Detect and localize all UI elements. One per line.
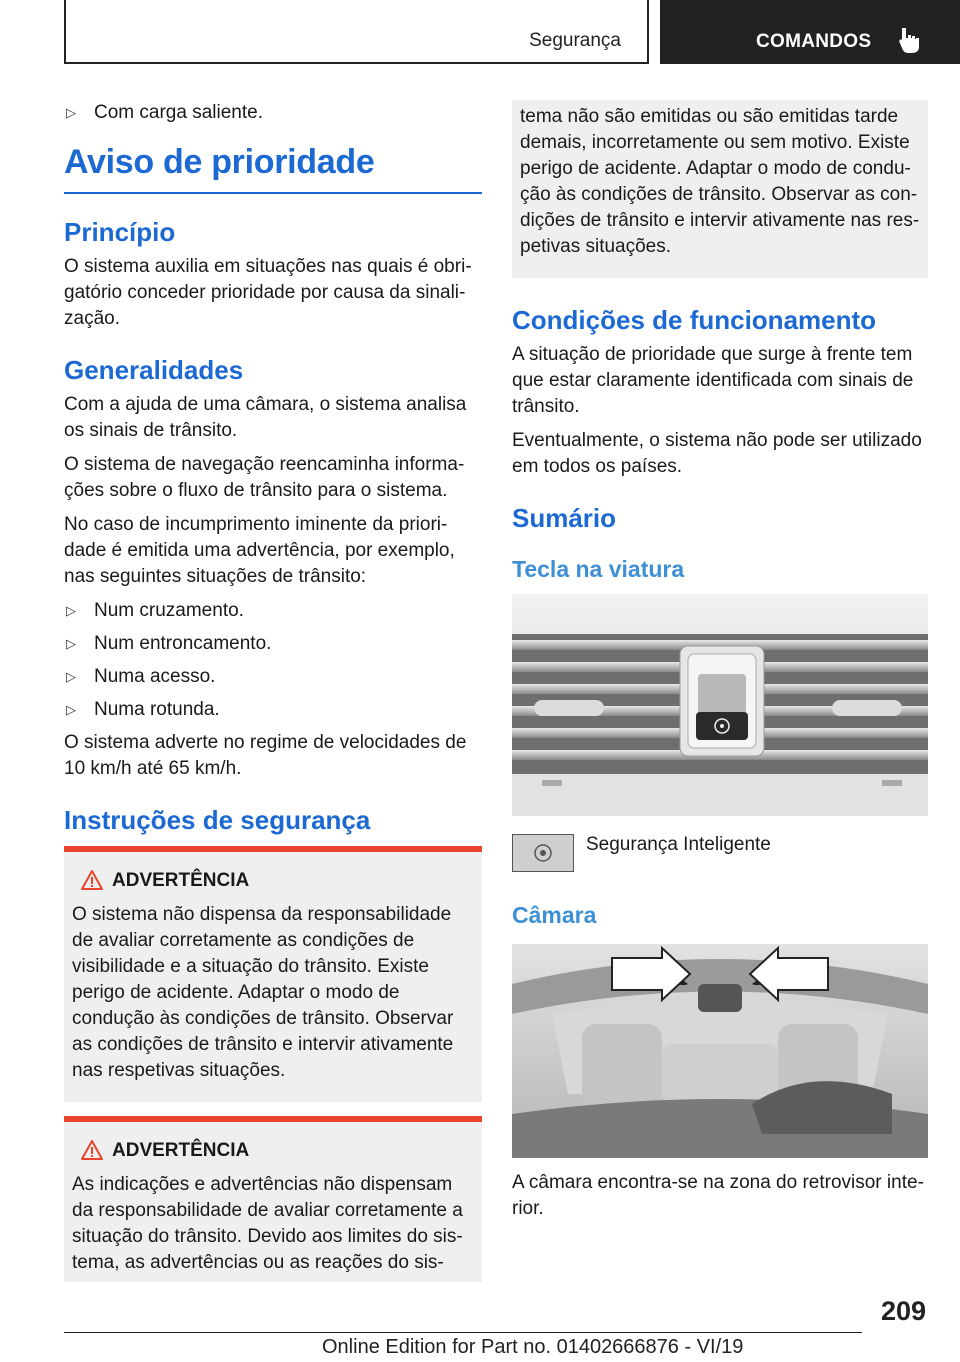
conditions-paragraph: Eventualmente, o sistema não pode ser utilizado em todos os países. — [512, 430, 922, 477]
principle-text: O sistema auxilia em situações nas quais é obrigatório conceder prioridade por causa da sinalização. — [64, 256, 472, 329]
page-header — [0, 0, 960, 66]
list-item-text: Num entroncamento. — [94, 633, 272, 654]
list-item — [64, 598, 482, 624]
list-item — [64, 100, 482, 126]
right-column — [512, 100, 928, 1230]
page-number: 209 — [880, 1296, 926, 1326]
section-heading-principle: Princípio — [64, 217, 176, 247]
dashboard-button-image — [512, 594, 928, 816]
camera-location-text: A câmara encontra-se na zona do retrovisor interior. — [512, 1172, 924, 1219]
section-heading-conditions: Condições de funcionamento — [512, 305, 877, 335]
section-heading-general: Generalidades — [64, 355, 244, 385]
speed-range-text: O sistema adverte no regime de velocidades de 10 km/h até 65 km/h. — [64, 732, 467, 779]
warning-text: O sistema não dispensa da responsabilidade de avaliar corretamente as condições de visibilidade e a situação do trânsito. Existe perigo de acidente. Adaptar o modo de condução às condições de trânsito. Observar as condições de trânsito e intervir ativamente nas respetivas situações. — [72, 904, 454, 1081]
left-column — [64, 100, 482, 1292]
warning-text: As indicações e advertências não dispensam da responsabilidade de avaliar corretamente a situação do trânsito. Devido aos limites do sistema, as advertências ou as reações do sis- — [72, 1174, 463, 1273]
pointing-hand-icon — [896, 26, 922, 54]
list-item-text: Numa acesso. — [94, 666, 216, 687]
list-item — [64, 664, 482, 690]
chapter-tab — [660, 0, 960, 64]
triangle-bullet-icon: ▷ — [66, 702, 76, 717]
list-item-text: Com carga saliente. — [94, 102, 263, 123]
section-heading-safety: Instruções de segurança — [64, 805, 371, 835]
triangle-bullet-icon: ▷ — [66, 636, 76, 651]
warning-continuation-box — [512, 100, 928, 278]
subheading-camera: Câmara — [512, 902, 597, 928]
warning-triangle-icon — [80, 869, 104, 891]
section-header-box — [64, 0, 649, 64]
button-legend — [512, 834, 928, 872]
chapter-title: COMANDOS — [756, 31, 872, 52]
conditions-paragraph: A situação de prioridade que surge à frente tem que estar claramente identificada com sinais de trânsito. — [512, 344, 914, 417]
legend-text: Segurança Inteligente — [586, 834, 771, 855]
footer-divider — [64, 1332, 862, 1333]
list-item — [64, 631, 482, 657]
page-title: Aviso de prioridade — [64, 140, 482, 194]
subheading-button: Tecla na viatura — [512, 556, 685, 582]
list-item — [64, 697, 482, 723]
car-interior-illustration — [512, 944, 928, 1158]
edition-text: Online Edition for Part no. 01402666876 - VI/19 — [322, 1336, 744, 1358]
list-item-text: Numa rotunda. — [94, 699, 220, 720]
section-title: Segurança — [529, 30, 621, 51]
warning-title-text: ADVERTÊNCIA — [112, 1140, 250, 1161]
warning-box — [64, 846, 482, 1102]
warning-box — [64, 1116, 482, 1282]
general-paragraph: Com a ajuda de uma câmara, o sistema analisa os sinais de trânsito. — [64, 394, 467, 441]
air-vent-illustration — [512, 594, 928, 816]
camera-location-image — [512, 944, 928, 1158]
warning-title — [72, 868, 472, 894]
warning-title-text: ADVERTÊNCIA — [112, 870, 250, 891]
list-item-text: Num cruzamento. — [94, 600, 244, 621]
general-paragraph: No caso de incumprimento iminente da prioridade é emitida uma advertência, por exemplo, nas seguintes situações de trânsito: — [64, 514, 455, 587]
general-paragraph: O sistema de navegação reencaminha informações sobre o fluxo de trânsito para o sistema. — [64, 454, 465, 501]
warning-title — [72, 1138, 472, 1164]
warning-continuation-text: tema não são emitidas ou são emitidas tarde demais, incorretamente ou sem motivo. Existe perigo de acidente. Adaptar o modo de condução às condições de trânsito. Observar as condições de trânsito e intervir ativamente nas respetivas situações. — [520, 106, 920, 257]
triangle-bullet-icon: ▷ — [66, 603, 76, 618]
warning-triangle-icon — [80, 1139, 104, 1161]
intelligent-safety-button-icon — [512, 834, 574, 872]
section-heading-summary: Sumário — [512, 503, 617, 533]
triangle-bullet-icon: ▷ — [66, 105, 76, 120]
triangle-bullet-icon: ▷ — [66, 669, 76, 684]
